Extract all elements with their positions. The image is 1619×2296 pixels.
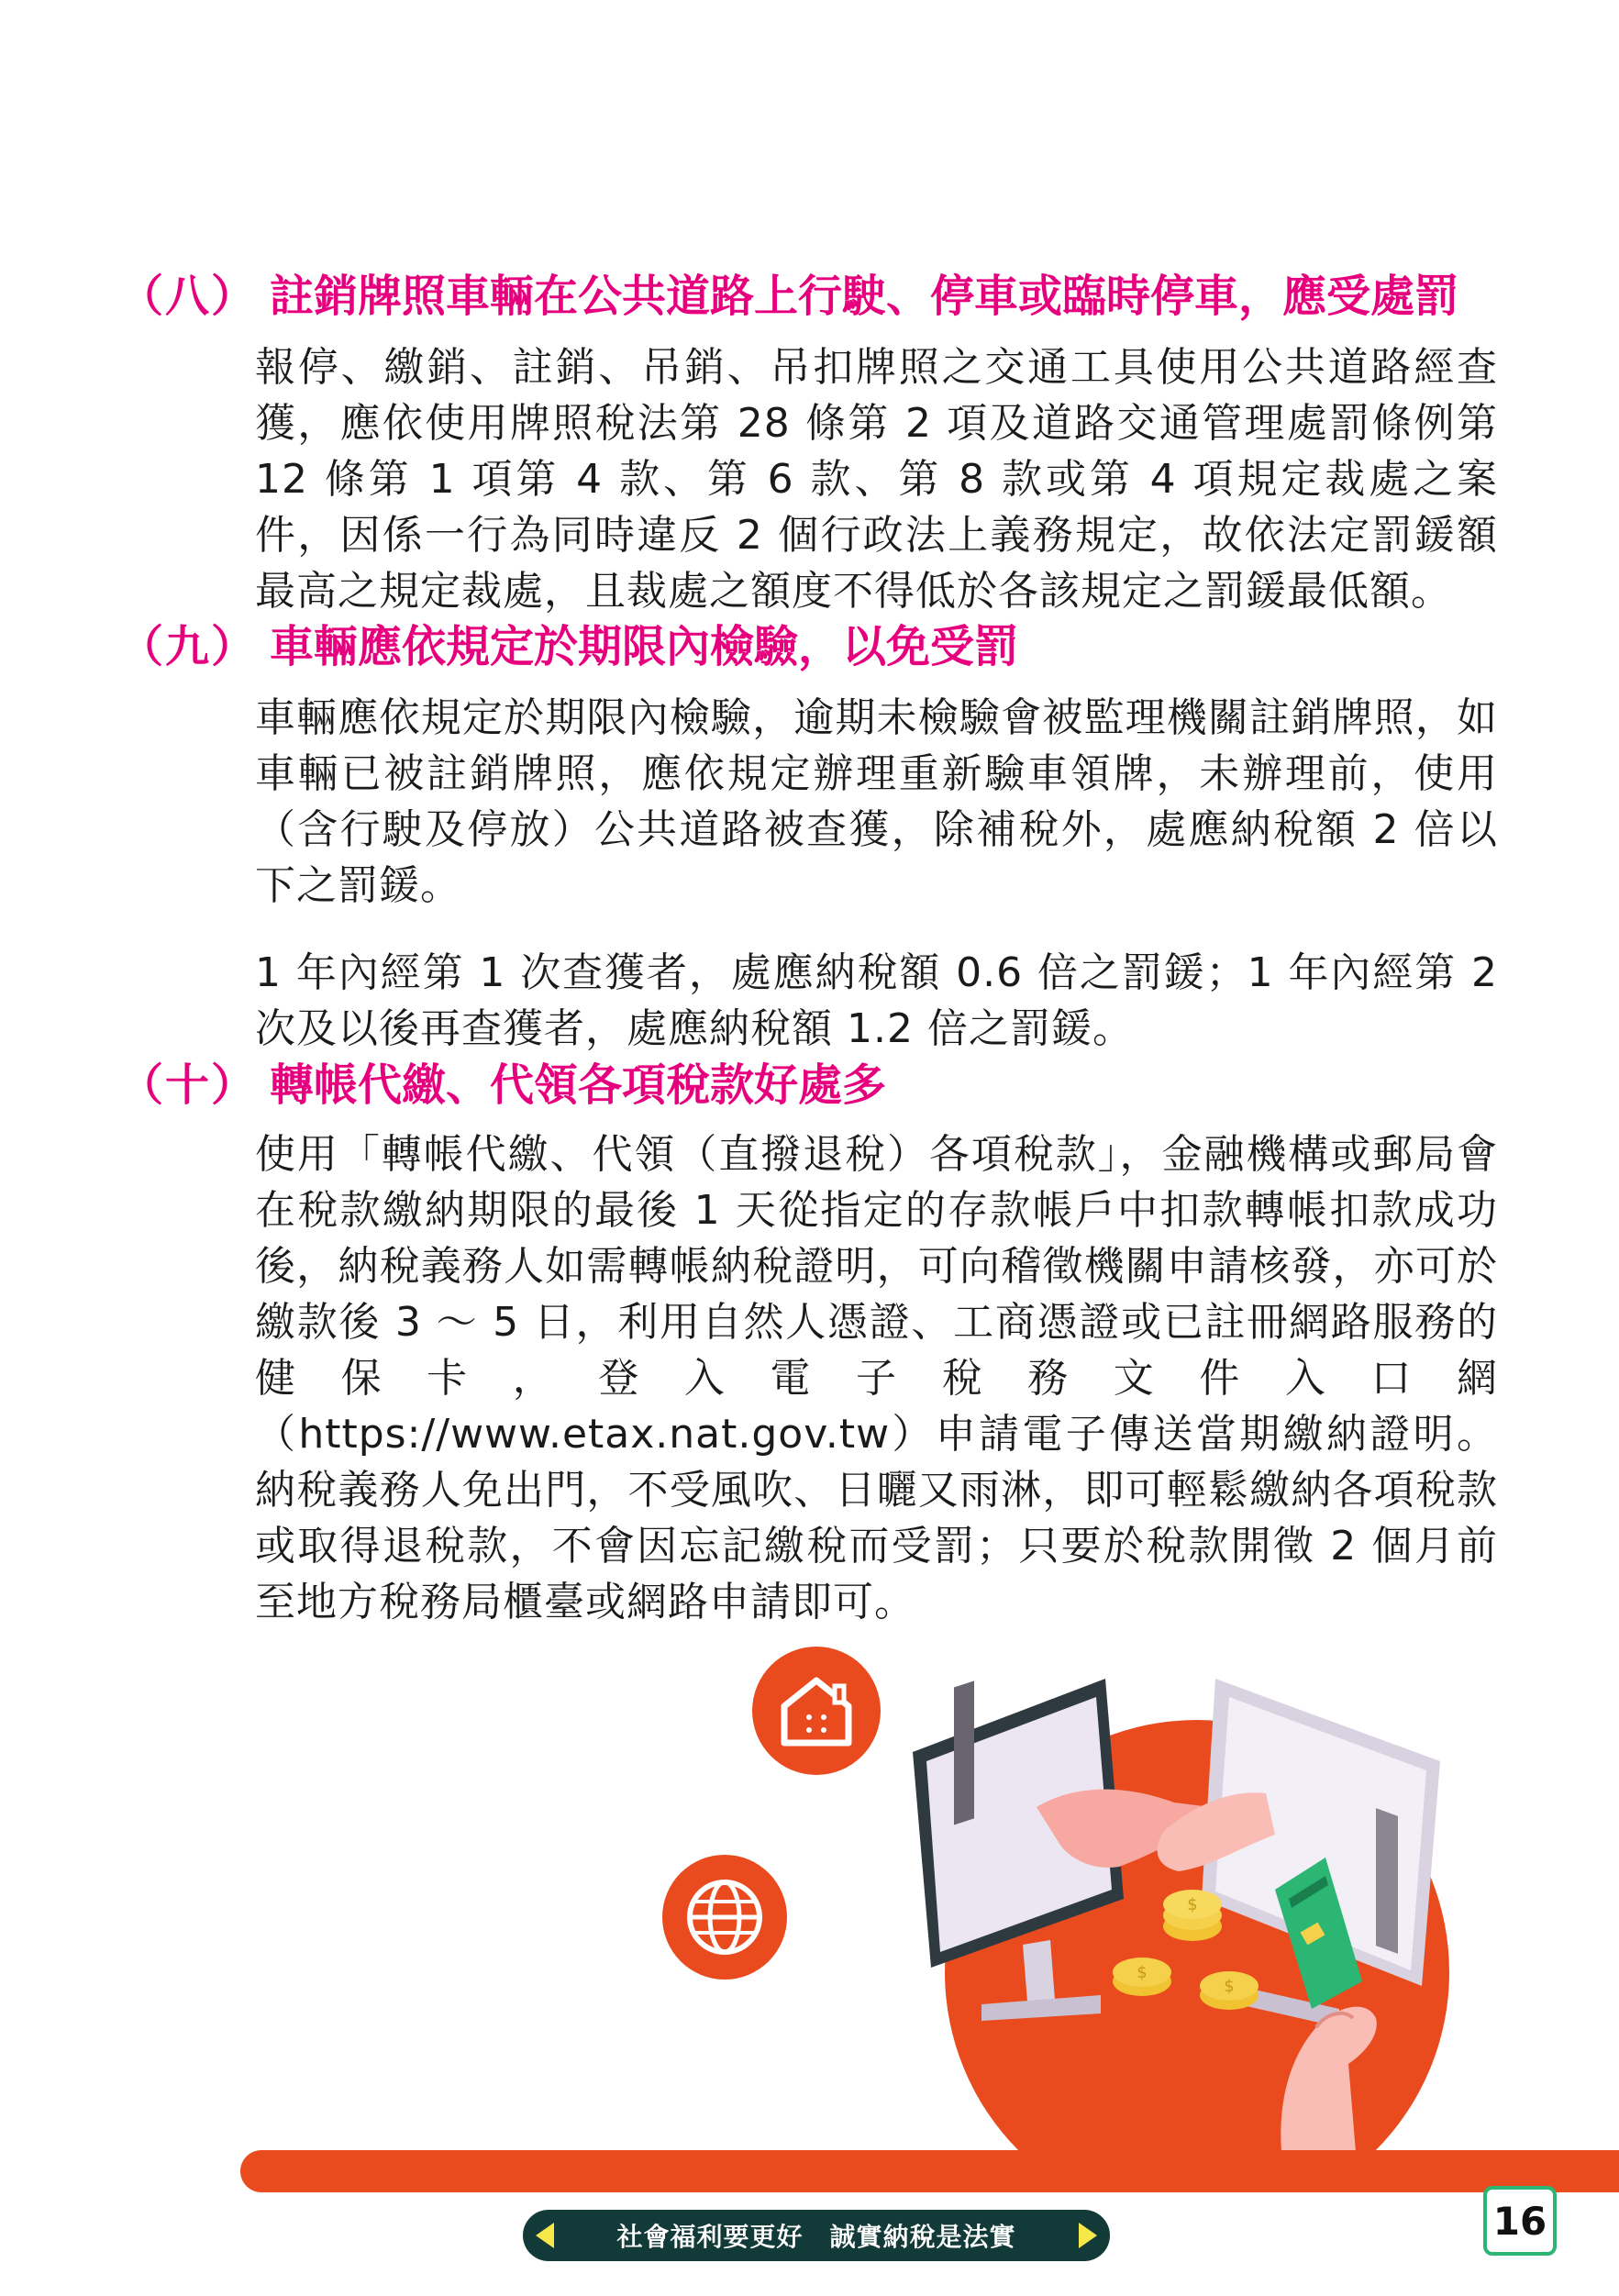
arrow-right-icon — [1079, 2223, 1097, 2248]
bottom-decorative-band — [240, 2150, 1619, 2192]
section-9-paragraph-2: 1 年內經第 1 次查獲者，處應納稅額 0.6 倍之罰鍰；1 年內經第 2 次及以後再查獲者，處應納稅額 1.2 倍之罰鍰。 — [255, 949, 1498, 1052]
svg-text:$: $ — [1137, 1963, 1148, 1982]
section-8-paragraph: 報停、繳銷、註銷、吊銷、吊扣牌照之交通工具使用公共道路經查獲，應依使用牌照稅法第 28 條第 2 項及道路交通管理處罰條例第 12 條第 1 項第 4 款、第 6 款、第 8 款或第 4 項規定裁處之案件，因係一行為同時違反 2 個行政法上義務規定，故依法定罰鍰額最高之規定裁處，且裁處之額度不得低於各該規定之罰鍰最低額。 — [255, 344, 1498, 615]
section-number: （十） — [119, 1059, 258, 1111]
arrow-left-icon — [536, 2223, 554, 2248]
slogan-text: 社會福利要更好 誠實納稅是法實 — [616, 2222, 1016, 2252]
section-number: （九） — [119, 621, 258, 672]
section-9-heading — [119, 616, 1018, 677]
globe-icon — [662, 1855, 787, 1980]
section-8-heading — [119, 266, 1458, 327]
section-title: 轉帳代繳、代領各項稅款好處多 — [270, 1059, 887, 1111]
section-title: 註銷牌照車輛在公共道路上行駛、停車或臨時停車，應受處罰 — [270, 271, 1459, 322]
footer-slogan — [523, 2210, 1110, 2261]
section-10-heading — [119, 1055, 886, 1115]
section-number: （八） — [119, 271, 258, 322]
section-10-paragraph: 使用「轉帳代繳、代領（直撥退稅）各項稅款」，金融機構或郵局會在稅款繳納期限的最後 1 天從指定的存款帳戶中扣款轉帳扣款成功後，納稅義務人如需轉帳納稅證明，可向稽徵機關申請核發，亦可於繳款後 3 ～ 5 日，利用自然人憑證、工商憑證或已註冊網路服務的健保卡，登入電子稅務文件入口網（https://www.etax.nat.gov.tw）申請電子傳送當期繳納證明。納稅義務人免出門，不受風吹、日曬又雨淋，即可輕鬆繳納各項稅款或取得退稅款，不會因忘記繳稅而受罰；只要於稅款開徵 2 個月前至地方稅務局櫃臺或網路申請即可。 — [255, 1131, 1498, 1625]
svg-text:$: $ — [1224, 1977, 1235, 1996]
section-title: 車輛應依規定於期限內檢驗，以免受罰 — [270, 621, 1019, 672]
svg-text:$: $ — [1187, 1895, 1198, 1914]
section-9-paragraph-1: 車輛應依規定於期限內檢驗，逾期未檢驗會被監理機關註銷牌照，如車輛已被註銷牌照，應依規定辦理重新驗車領牌，未辦理前，使用（含行駛及停放）公共道路被查獲，除補稅外，處應納稅額 2 倍以下之罰鍰。 — [255, 694, 1498, 909]
house-icon — [752, 1647, 881, 1775]
page-number: 16 — [1483, 2186, 1557, 2256]
online-payment-illustration — [642, 1624, 1468, 2192]
